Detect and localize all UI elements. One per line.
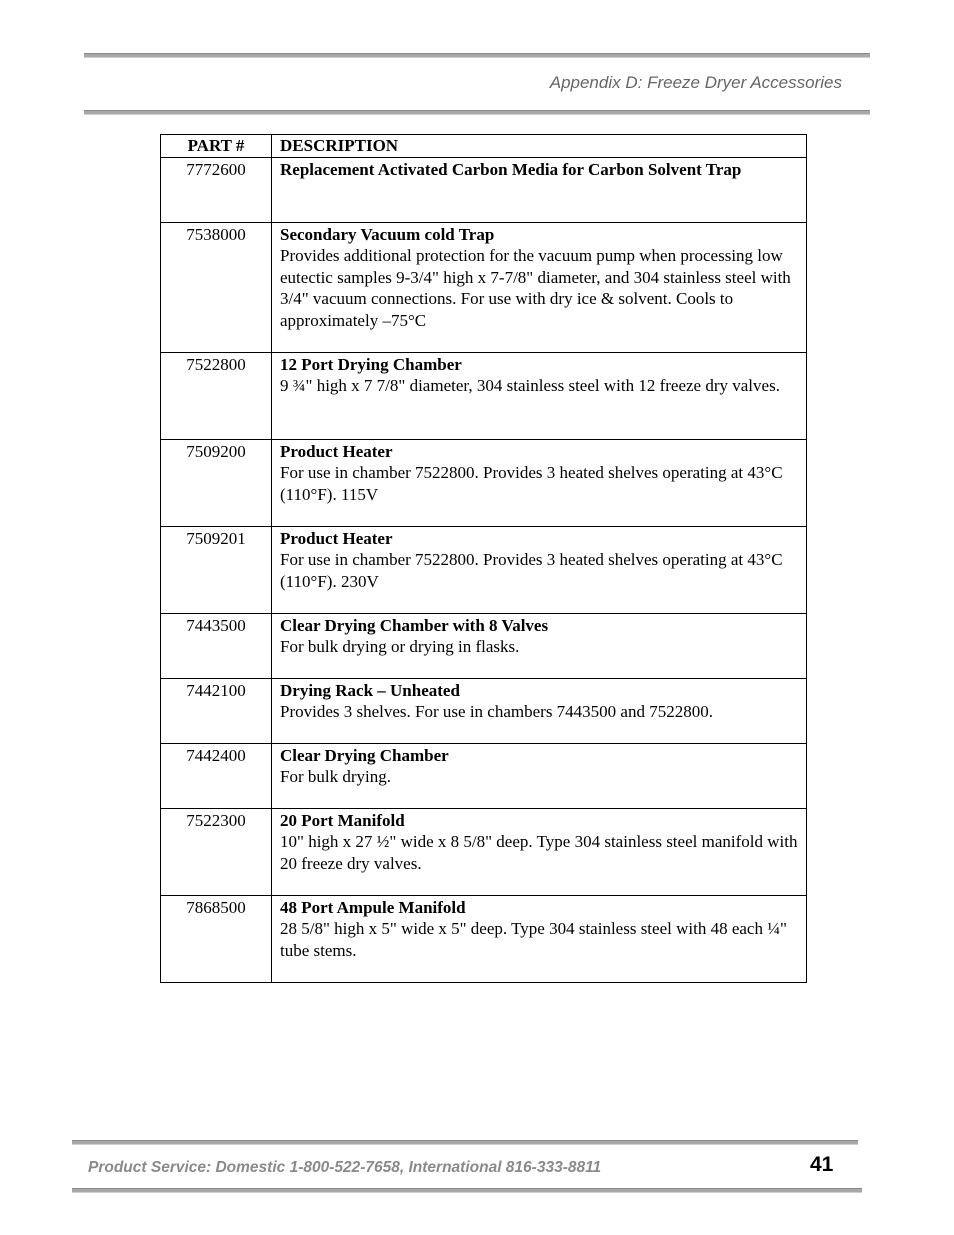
item-text: Provides 3 shelves. For use in chambers 7443500 and 7522800.	[280, 702, 713, 721]
part-description	[272, 678, 807, 743]
item-text: 9 ¾" high x 7 7/8" diameter, 304 stainless steel with 12 freeze dry valves.	[280, 376, 780, 395]
header-title: Appendix D: Freeze Dryer Accessories	[549, 73, 842, 92]
part-description	[272, 157, 807, 222]
item-text: For bulk drying.	[280, 767, 391, 786]
item-text: Provides additional protection for the vacuum pump when processing low eutectic samples 9-3/4" high x 7-7/8" diameter, and 304 stainless steel with 3/4" vacuum connections. For use with dry ice & solvent. Cools to approximately –75°C	[280, 246, 791, 330]
footer-contact: Product Service: Domestic 1-800-522-7658, International 816-333-8811	[88, 1159, 602, 1176]
table-header-row	[161, 135, 807, 158]
parts-table	[160, 134, 807, 983]
part-number: 7522300	[161, 808, 272, 895]
table-row	[161, 157, 807, 222]
header-rule-bottom	[84, 110, 870, 115]
table-row	[161, 222, 807, 352]
footer-rule-top	[72, 1140, 858, 1145]
part-number: 7509200	[161, 439, 272, 526]
part-number: 7509201	[161, 526, 272, 613]
part-description	[272, 526, 807, 613]
part-description	[272, 439, 807, 526]
header-rule-top	[84, 53, 870, 58]
item-title: Clear Drying Chamber with 8 Valves	[280, 615, 549, 635]
table-row	[161, 439, 807, 526]
item-text: 28 5/8" high x 5" wide x 5" deep. Type 304 stainless steel with 48 each ¼" tube stems.	[280, 919, 787, 960]
item-title: Drying Rack – Unheated	[280, 680, 460, 700]
part-number: 7442100	[161, 678, 272, 743]
item-title: 20 Port Manifold	[280, 810, 405, 830]
item-text: For use in chamber 7522800. Provides 3 heated shelves operating at 43°C (110°F). 115V	[280, 463, 783, 504]
column-header-part: PART #	[161, 135, 272, 158]
item-title: Clear Drying Chamber	[280, 745, 449, 765]
part-description	[272, 743, 807, 808]
table-row	[161, 613, 807, 678]
item-title: Product Heater	[280, 528, 393, 548]
table-row	[161, 526, 807, 613]
part-description	[272, 222, 807, 352]
item-title: 48 Port Ampule Manifold	[280, 897, 466, 917]
item-title: Replacement Activated Carbon Media for Carbon Solvent Trap	[280, 159, 742, 179]
part-description	[272, 895, 807, 982]
part-number: 7772600	[161, 157, 272, 222]
page-number: 41	[810, 1153, 834, 1176]
part-number: 7538000	[161, 222, 272, 352]
part-description	[272, 808, 807, 895]
part-description	[272, 352, 807, 439]
part-number: 7868500	[161, 895, 272, 982]
table-row	[161, 352, 807, 439]
table-row	[161, 895, 807, 982]
item-title: Product Heater	[280, 441, 393, 461]
table-row	[161, 743, 807, 808]
table-row	[161, 808, 807, 895]
item-text: For bulk drying or drying in flasks.	[280, 637, 520, 656]
table-row	[161, 678, 807, 743]
item-title: Secondary Vacuum cold Trap	[280, 224, 495, 244]
part-number: 7442400	[161, 743, 272, 808]
part-description	[272, 613, 807, 678]
item-title: 12 Port Drying Chamber	[280, 354, 462, 374]
part-number: 7522800	[161, 352, 272, 439]
part-number: 7443500	[161, 613, 272, 678]
item-text: 10" high x 27 ½" wide x 8 5/8" deep. Type 304 stainless steel manifold with 20 freeze dry valves.	[280, 832, 798, 873]
column-header-description: DESCRIPTION	[272, 135, 807, 158]
item-text: For use in chamber 7522800. Provides 3 heated shelves operating at 43°C (110°F). 230V	[280, 550, 783, 591]
footer-rule-bottom	[72, 1188, 862, 1193]
